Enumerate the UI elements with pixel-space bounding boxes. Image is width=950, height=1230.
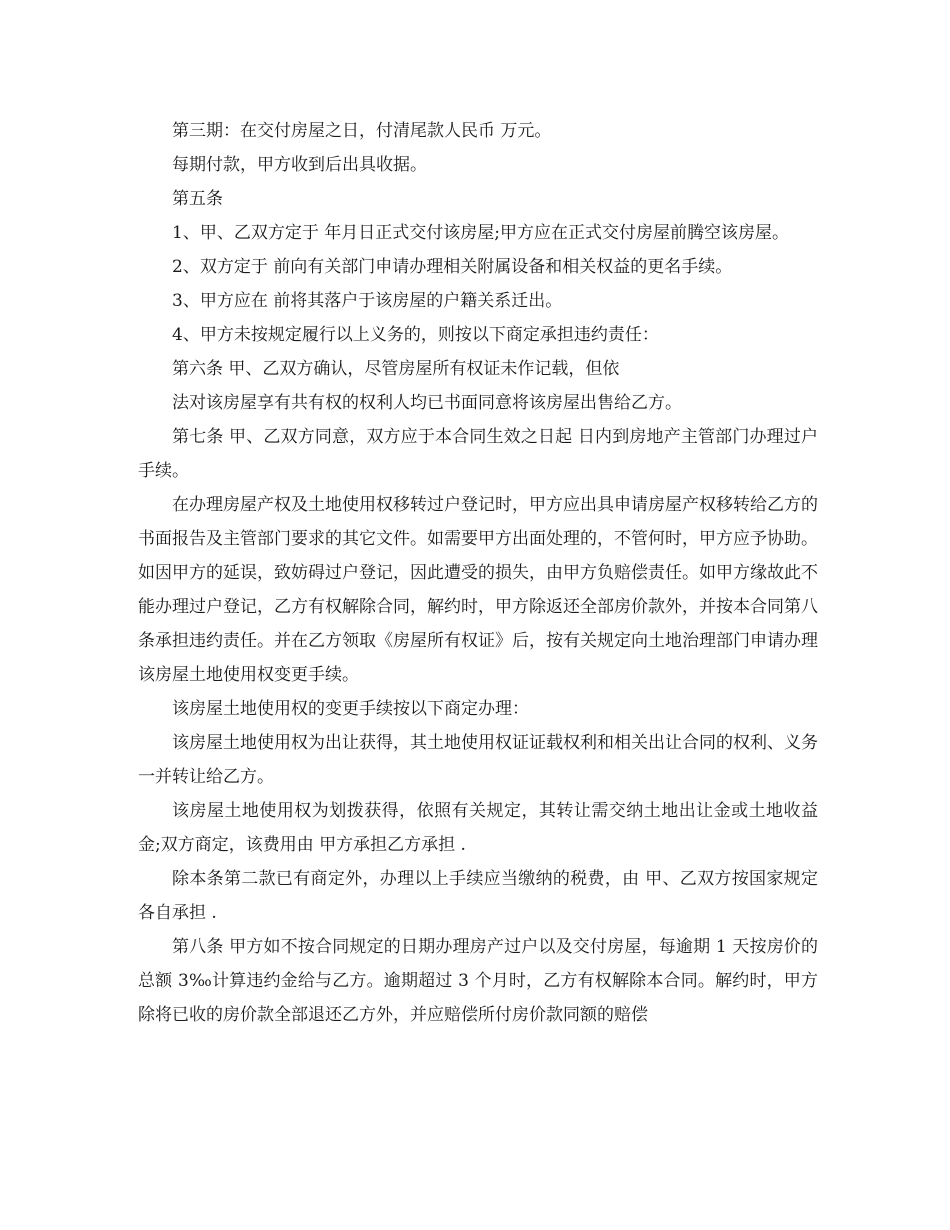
paragraph-article-6-line-2: 法对该房屋享有共有权的权利人均已书面同意将该房屋出售给乙方。 [172,393,682,413]
paragraph-receipt: 每期付款，甲方收到后出具收据。 [172,155,427,175]
paragraph-article-6-line-1: 第六条 甲、乙双方确认，尽管房屋所有权证未作记载，但依 [172,359,620,379]
document-page [138,114,818,1032]
paragraph-taxes: 除本条第二款已有商定外，办理以上手续应当缴纳的税费，由 甲、乙双方按国家规定各自承担 . [138,869,818,923]
paragraph-article-5-item-1: 1、甲、乙双方定于 年月日正式交付该房屋;甲方应在正式交付房屋前腾空该房屋。 [172,223,789,243]
paragraph-land-use-granted: 该房屋土地使用权为出让获得，其土地使用权证证载权利和相关出让合同的权利、义务一并转让给乙方。 [138,733,818,787]
paragraph-article-5-item-2: 2、双方定于 前向有关部门申请办理相关附属设备和相关权益的更名手续。 [172,257,733,277]
paragraph-land-use-intro: 该房屋土地使用权的变更手续按以下商定办理： [172,699,529,719]
paragraph-article-8: 第八条 甲方如不按合同规定的日期办理房产过户以及交付房屋，每逾期 1 天按房价的总额 3‰计算违约金给与乙方。逾期超过 3 个月时，乙方有权解除本合同。解约时，甲方除将已收的房价款全部退还乙方外，并应赔偿所付房价款同额的赔偿 [138,937,818,1025]
paragraph-transfer-registration: 在办理房屋产权及土地使用权移转过户登记时，甲方应出具申请房屋产权移转给乙方的书面报告及主管部门要求的其它文件。如需要甲方出面处理的，不管何时，甲方应予协助。如因甲方的延误，致妨碍过户登记，因此遭受的损失，由甲方负赔偿责任。如甲方缘故此不能办理过户登记，乙方有权解除合同，解约时，甲方除返还全部房价款外，并按本合同第八条承担违约责任。并在乙方领取《房屋所有权证》后，按有关规定向土地治理部门申请办理该房屋土地使用权变更手续。 [138,495,818,685]
heading-article-5: 第五条 [172,189,223,209]
paragraph-third-installment: 第三期：在交付房屋之日，付清尾款人民币 万元。 [172,121,552,141]
paragraph-land-use-allocated: 该房屋土地使用权为划拨获得，依照有关规定，其转让需交纳土地出让金或土地收益金;双方商定，该费用由 甲方承担乙方承担 . [138,801,818,855]
paragraph-article-5-item-3: 3、甲方应在 前将其落户于该房屋的户籍关系迁出。 [172,291,563,311]
paragraph-article-5-item-4: 4、甲方未按规定履行以上义务的，则按以下商定承担违约责任： [172,325,659,345]
paragraph-article-7: 第七条 甲、乙双方同意，双方应于本合同生效之日起 日内到房地产主管部门办理过户手续。 [138,427,818,481]
